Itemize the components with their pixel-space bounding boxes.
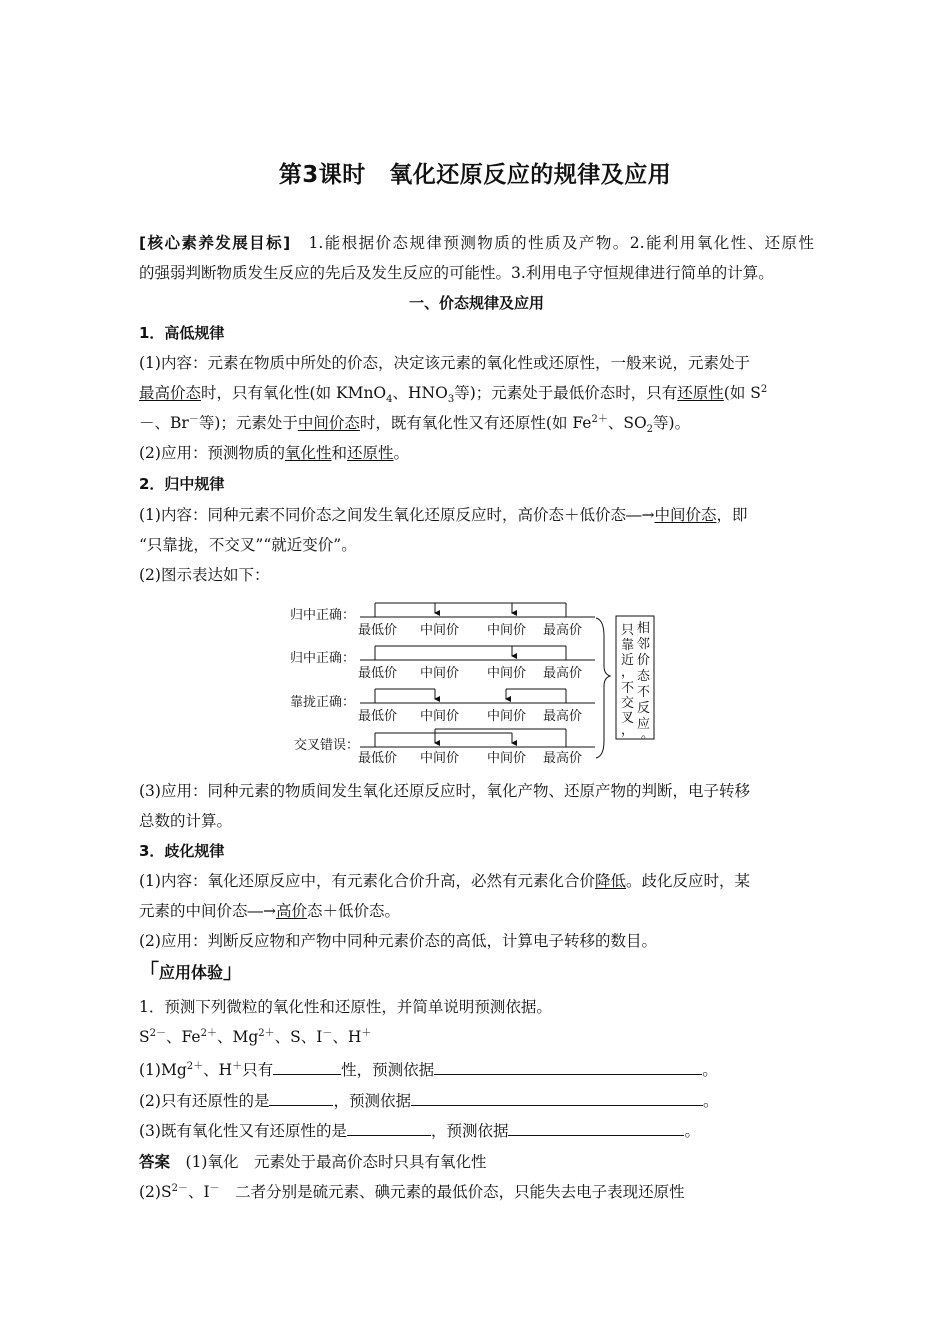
rule1-content-line3: －、Br－等)；元素处于中间价态时，既有氧化性又有还原性(如 $Fe^{2+}$、$SO_2$等)。 <box>139 413 691 436</box>
rule2-content-line2: “只靠拢，不交叉”“就近变价”。 <box>139 536 357 554</box>
rule1-heading: 1．高低规律 <box>139 324 225 342</box>
diagram-tick-label: 最低价 <box>358 623 398 638</box>
objectives-line2: 的强弱判断物质发生反应的先后及发生反应的可能性。3.利用电子守恒规律进行简单的计算。 <box>139 264 774 282</box>
diagram-tick-label: 最高价 <box>543 666 583 681</box>
diagram-note-char: 不 <box>637 685 651 700</box>
answer-label: 答案 <box>139 1153 171 1171</box>
answer-blank[interactable] <box>273 1060 341 1075</box>
answer-blank[interactable] <box>434 1060 702 1075</box>
answer-blank[interactable] <box>347 1121 431 1136</box>
diagram-note-char: ， <box>621 723 635 738</box>
question-1a: $(1)Mg^{2+}$、H＋只有 性，预测依据 。 <box>139 1060 718 1079</box>
diagram-row-label: 归中正确： <box>290 651 356 666</box>
diagram-note-char: 不 <box>621 681 635 696</box>
answer-blank[interactable] <box>269 1091 333 1106</box>
question-1-species: $S^{2-}$、$Fe^{2+}$、$Mg^{2+}$、S、I－、H＋ <box>139 1027 372 1046</box>
rule3-content-line1: (1)内容：氧化还原反应中，有元素化合价升高，必然有元素化合价降低。歧化反应时，某 <box>139 872 750 890</box>
rule1-content-line2: 最高价态时，只有氧化性(如 KMnO$_4$、$HNO_3$等)；元素处于最低价态时，只有还原性(如 $S^2$ <box>139 383 768 406</box>
diagram-tick-label: 最高价 <box>543 751 583 766</box>
rule2-heading: 2．归中规律 <box>139 475 225 493</box>
diagram-row-4 <box>294 729 595 766</box>
diagram-tick-label: 最低价 <box>358 709 398 724</box>
diagram-row-3 <box>290 689 595 724</box>
diagram-tick-label: 中间价 <box>487 623 527 638</box>
diagram-tick-label: 中间价 <box>487 709 527 724</box>
diagram-tick-label: 中间价 <box>420 709 460 724</box>
objectives-line1: [核心素养发展目标] 1.能根据价态规律预测物质的性质及产物。2.能利用氧化性、还原性 <box>139 234 814 252</box>
diagram-note-char: 态 <box>637 669 651 684</box>
diagram-note-char: 应 <box>637 717 651 732</box>
rule2-application-line1: (3)应用：同种元素的物质间发生氧化还原反应时，氧化产物、还原产物的判断，电子转移 <box>139 782 750 800</box>
diagram-tick-label: 最低价 <box>358 666 398 681</box>
rule3-heading: 3．歧化规律 <box>139 842 225 860</box>
page-title: 第3课时 氧化还原反应的规律及应用 <box>278 162 672 188</box>
diagram-note-char: 。 <box>641 727 655 742</box>
rule1-application: (2)应用：预测物质的氧化性和还原性。 <box>139 444 410 462</box>
diagram-tick-label: 最低价 <box>358 751 398 766</box>
rule2-application-line2: 总数的计算。 <box>139 812 233 830</box>
rule1-content-line1: (1)内容：元素在物质中所处的价态，决定该元素的氧化性或还原性，一般来说，元素处于 <box>139 354 750 372</box>
diagram-note-char: 靠 <box>621 638 635 653</box>
diagram-note-char: 价 <box>637 653 651 668</box>
diagram-row-label: 靠拢正确： <box>290 695 356 710</box>
objectives-label: [核心素养发展目标] <box>139 234 291 252</box>
diagram-tick-label: 中间价 <box>487 666 527 681</box>
answer-line2: $(2)S^{2-}$、I－ 二者分别是硫元素、碘元素的最低价态，只能失去电子表现还原性 <box>139 1182 685 1201</box>
answer-blank[interactable] <box>508 1121 684 1136</box>
rule3-content-line2: 元素的中间价态―→高价态＋低价态。 <box>139 902 401 920</box>
answer-blank[interactable] <box>411 1091 703 1106</box>
question-1c: (3)既有氧化性又有还原性的是 ，预测依据 。 <box>139 1122 700 1140</box>
diagram-note-char: 邻 <box>637 637 651 652</box>
diagram-note-char: 反 <box>637 701 651 716</box>
diagram-note-char: 叉 <box>621 711 635 726</box>
rule3-application: (2)应用：判断反应物和产物中同种元素价态的高低，计算电子转移的数目。 <box>139 932 657 950</box>
diagram-note-char: 只 <box>621 623 635 638</box>
diagram-tick-label: 最高价 <box>543 623 583 638</box>
diagram-note-char: 交 <box>621 696 635 711</box>
rule2-content-line1: (1)内容：同种元素不同价态之间发生氧化还原反应时，高价态＋低价态―→中间价态，即 <box>139 506 748 524</box>
rule2-diagram-label: (2)图示表达如下： <box>139 566 270 584</box>
diagram-row-label: 交叉错误： <box>294 738 360 753</box>
answer-line1: 答案 (1)氧化 元素处于最高价态时只具有氧化性 <box>139 1153 487 1171</box>
diagram-row-label: 归中正确： <box>290 608 356 623</box>
valence-diagram <box>290 596 670 768</box>
diagram-tick-label: 中间价 <box>420 666 460 681</box>
diagram-brace <box>596 618 610 758</box>
diagram-note-char: 相 <box>637 621 651 636</box>
diagram-note-char: ， <box>621 665 635 680</box>
question-1b: (2)只有还原性的是 ，预测依据 。 <box>139 1092 719 1110</box>
diagram-tick-label: 最高价 <box>543 709 583 724</box>
diagram-row-1 <box>290 603 595 638</box>
diagram-tick-label: 中间价 <box>420 623 460 638</box>
diagram-note-col1 <box>621 623 634 738</box>
diagram-tick-label: 中间价 <box>487 751 527 766</box>
section-heading: 一、价态规律及应用 <box>408 294 544 312</box>
diagram-tick-label: 中间价 <box>420 751 460 766</box>
practice-tag: 「应用体验」 <box>139 959 244 983</box>
diagram-row-2 <box>290 646 595 681</box>
diagram-note-col2 <box>637 620 654 742</box>
diagram-note-char: 近 <box>621 653 635 668</box>
question-1: 1．预测下列微粒的氧化性和还原性，并简单说明预测依据。 <box>139 998 552 1016</box>
